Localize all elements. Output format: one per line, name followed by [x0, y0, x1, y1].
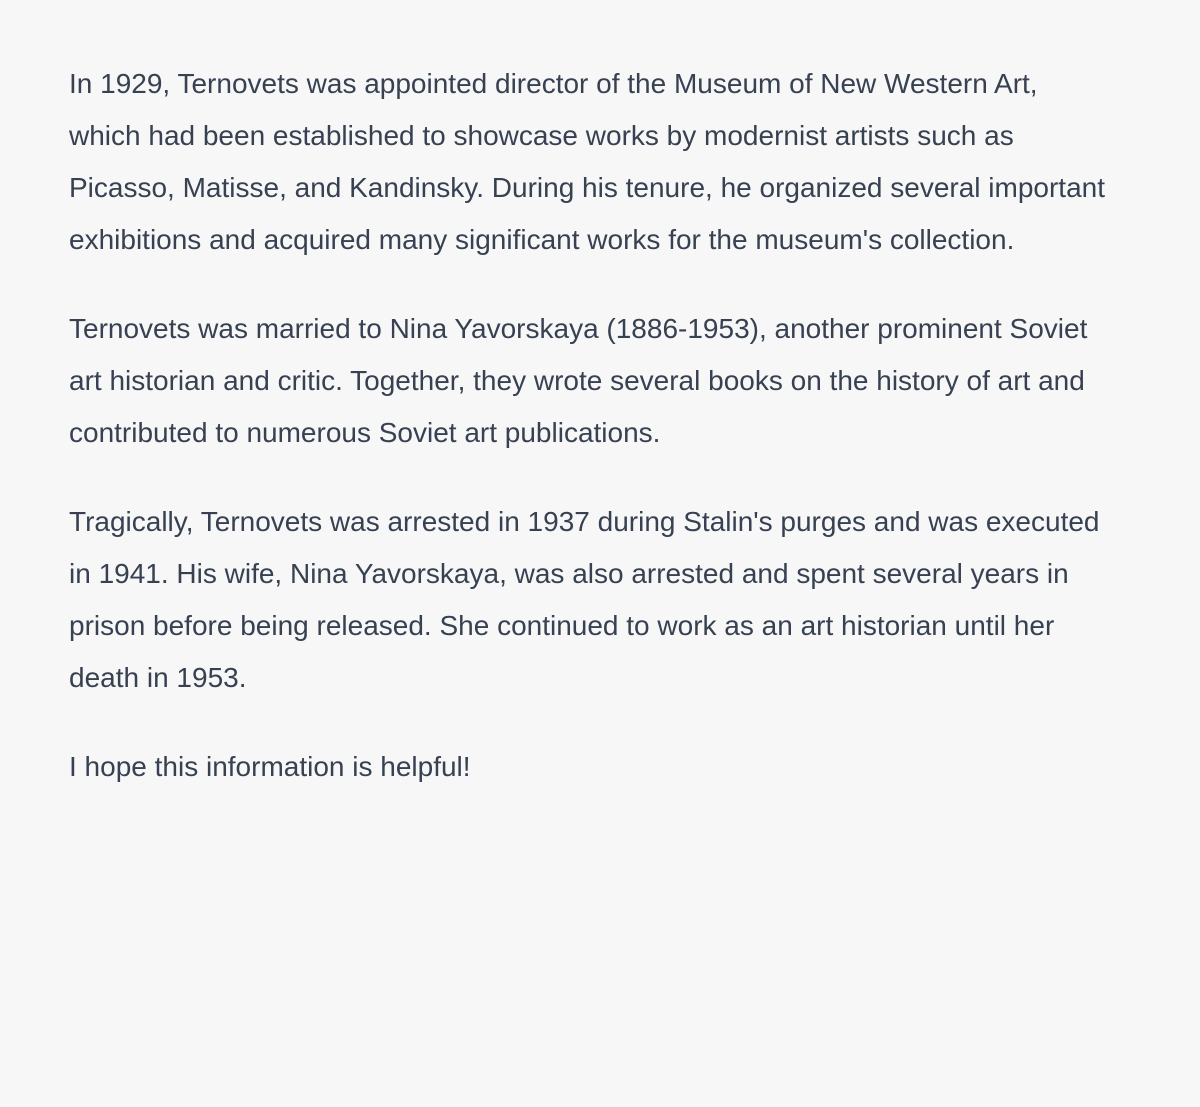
assistant-message: [69, 58, 1109, 793]
message-paragraph: I hope this information is helpful!: [69, 751, 471, 782]
message-paragraph: Tragically, Ternovets was arrested in 1937 during Stalin's purges and was executed in 1941. His wife, Nina Yavorskaya, was also arrested and spent several years in prison before being released. She continued to work as an art historian until her death in 1953.: [69, 506, 1100, 693]
message-paragraph: In 1929, Ternovets was appointed director of the Museum of New Western Art, which had been established to showcase works by modernist artists such as Picasso, Matisse, and Kandinsky. During his tenure, he organized several important exhibitions and acquired many significant works for the museum's collection.: [69, 68, 1106, 255]
message-paragraph: Ternovets was married to Nina Yavorskaya (1886-1953), another prominent Soviet art historian and critic. Together, they wrote several books on the history of art and contributed to numerous Soviet art publications.: [69, 313, 1088, 448]
